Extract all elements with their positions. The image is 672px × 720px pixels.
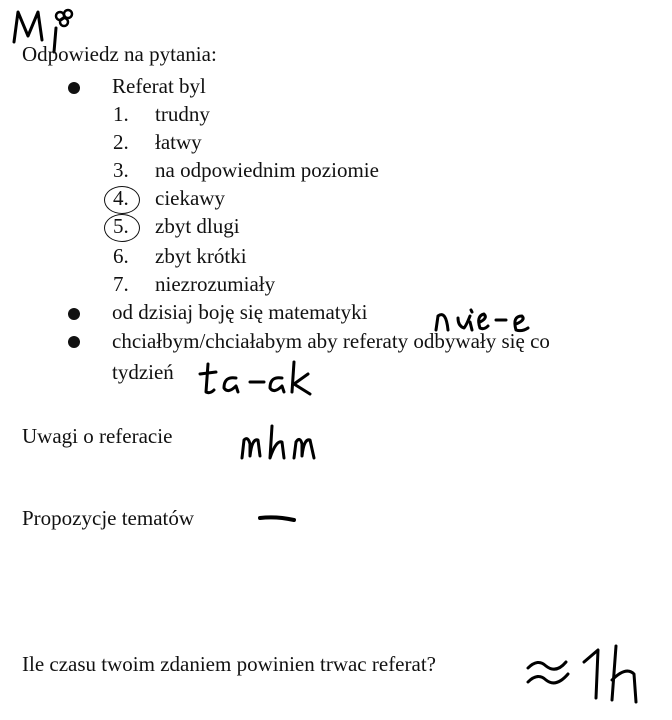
option-text: zbyt krótki	[155, 244, 247, 268]
option-number: 1.	[113, 102, 129, 126]
duration-label: Ile czasu twoim zdaniem powinien trwac referat?	[22, 652, 436, 676]
question-label: chciałbym/chciałabym aby referaty odbywały się co	[112, 329, 550, 353]
option-number: 6.	[113, 244, 129, 268]
option-text: niezrozumiały	[155, 272, 276, 296]
handwritten-answer-1h	[524, 640, 656, 706]
option-number: 2.	[113, 130, 129, 154]
bullet	[68, 308, 80, 320]
topics-label: Propozycje tematów	[22, 506, 195, 530]
question-label: Referat byl	[112, 74, 206, 98]
option-text: ciekawy	[155, 186, 225, 210]
handwritten-answer-ta-ak	[198, 360, 328, 400]
question-label-continued: tydzień	[112, 360, 174, 384]
bullet	[68, 336, 80, 348]
handwritten-answer-mhm	[238, 424, 338, 464]
option-text: zbyt dlugi	[155, 214, 240, 238]
option-text: trudny	[155, 102, 210, 126]
option-number: 4.	[113, 186, 129, 210]
option-text: łatwy	[155, 130, 202, 154]
bullet	[68, 82, 80, 94]
remarks-label: Uwagi o referacie	[22, 424, 173, 448]
form-title: Odpowiedz na pytania:	[22, 42, 217, 66]
handwritten-answer-dash	[256, 510, 300, 526]
option-number: 5.	[113, 214, 129, 238]
question-label: od dzisiaj boję się matematyki	[112, 300, 368, 324]
option-number: 3.	[113, 158, 129, 182]
option-text: na odpowiednim poziomie	[155, 158, 379, 182]
option-number: 7.	[113, 272, 129, 296]
